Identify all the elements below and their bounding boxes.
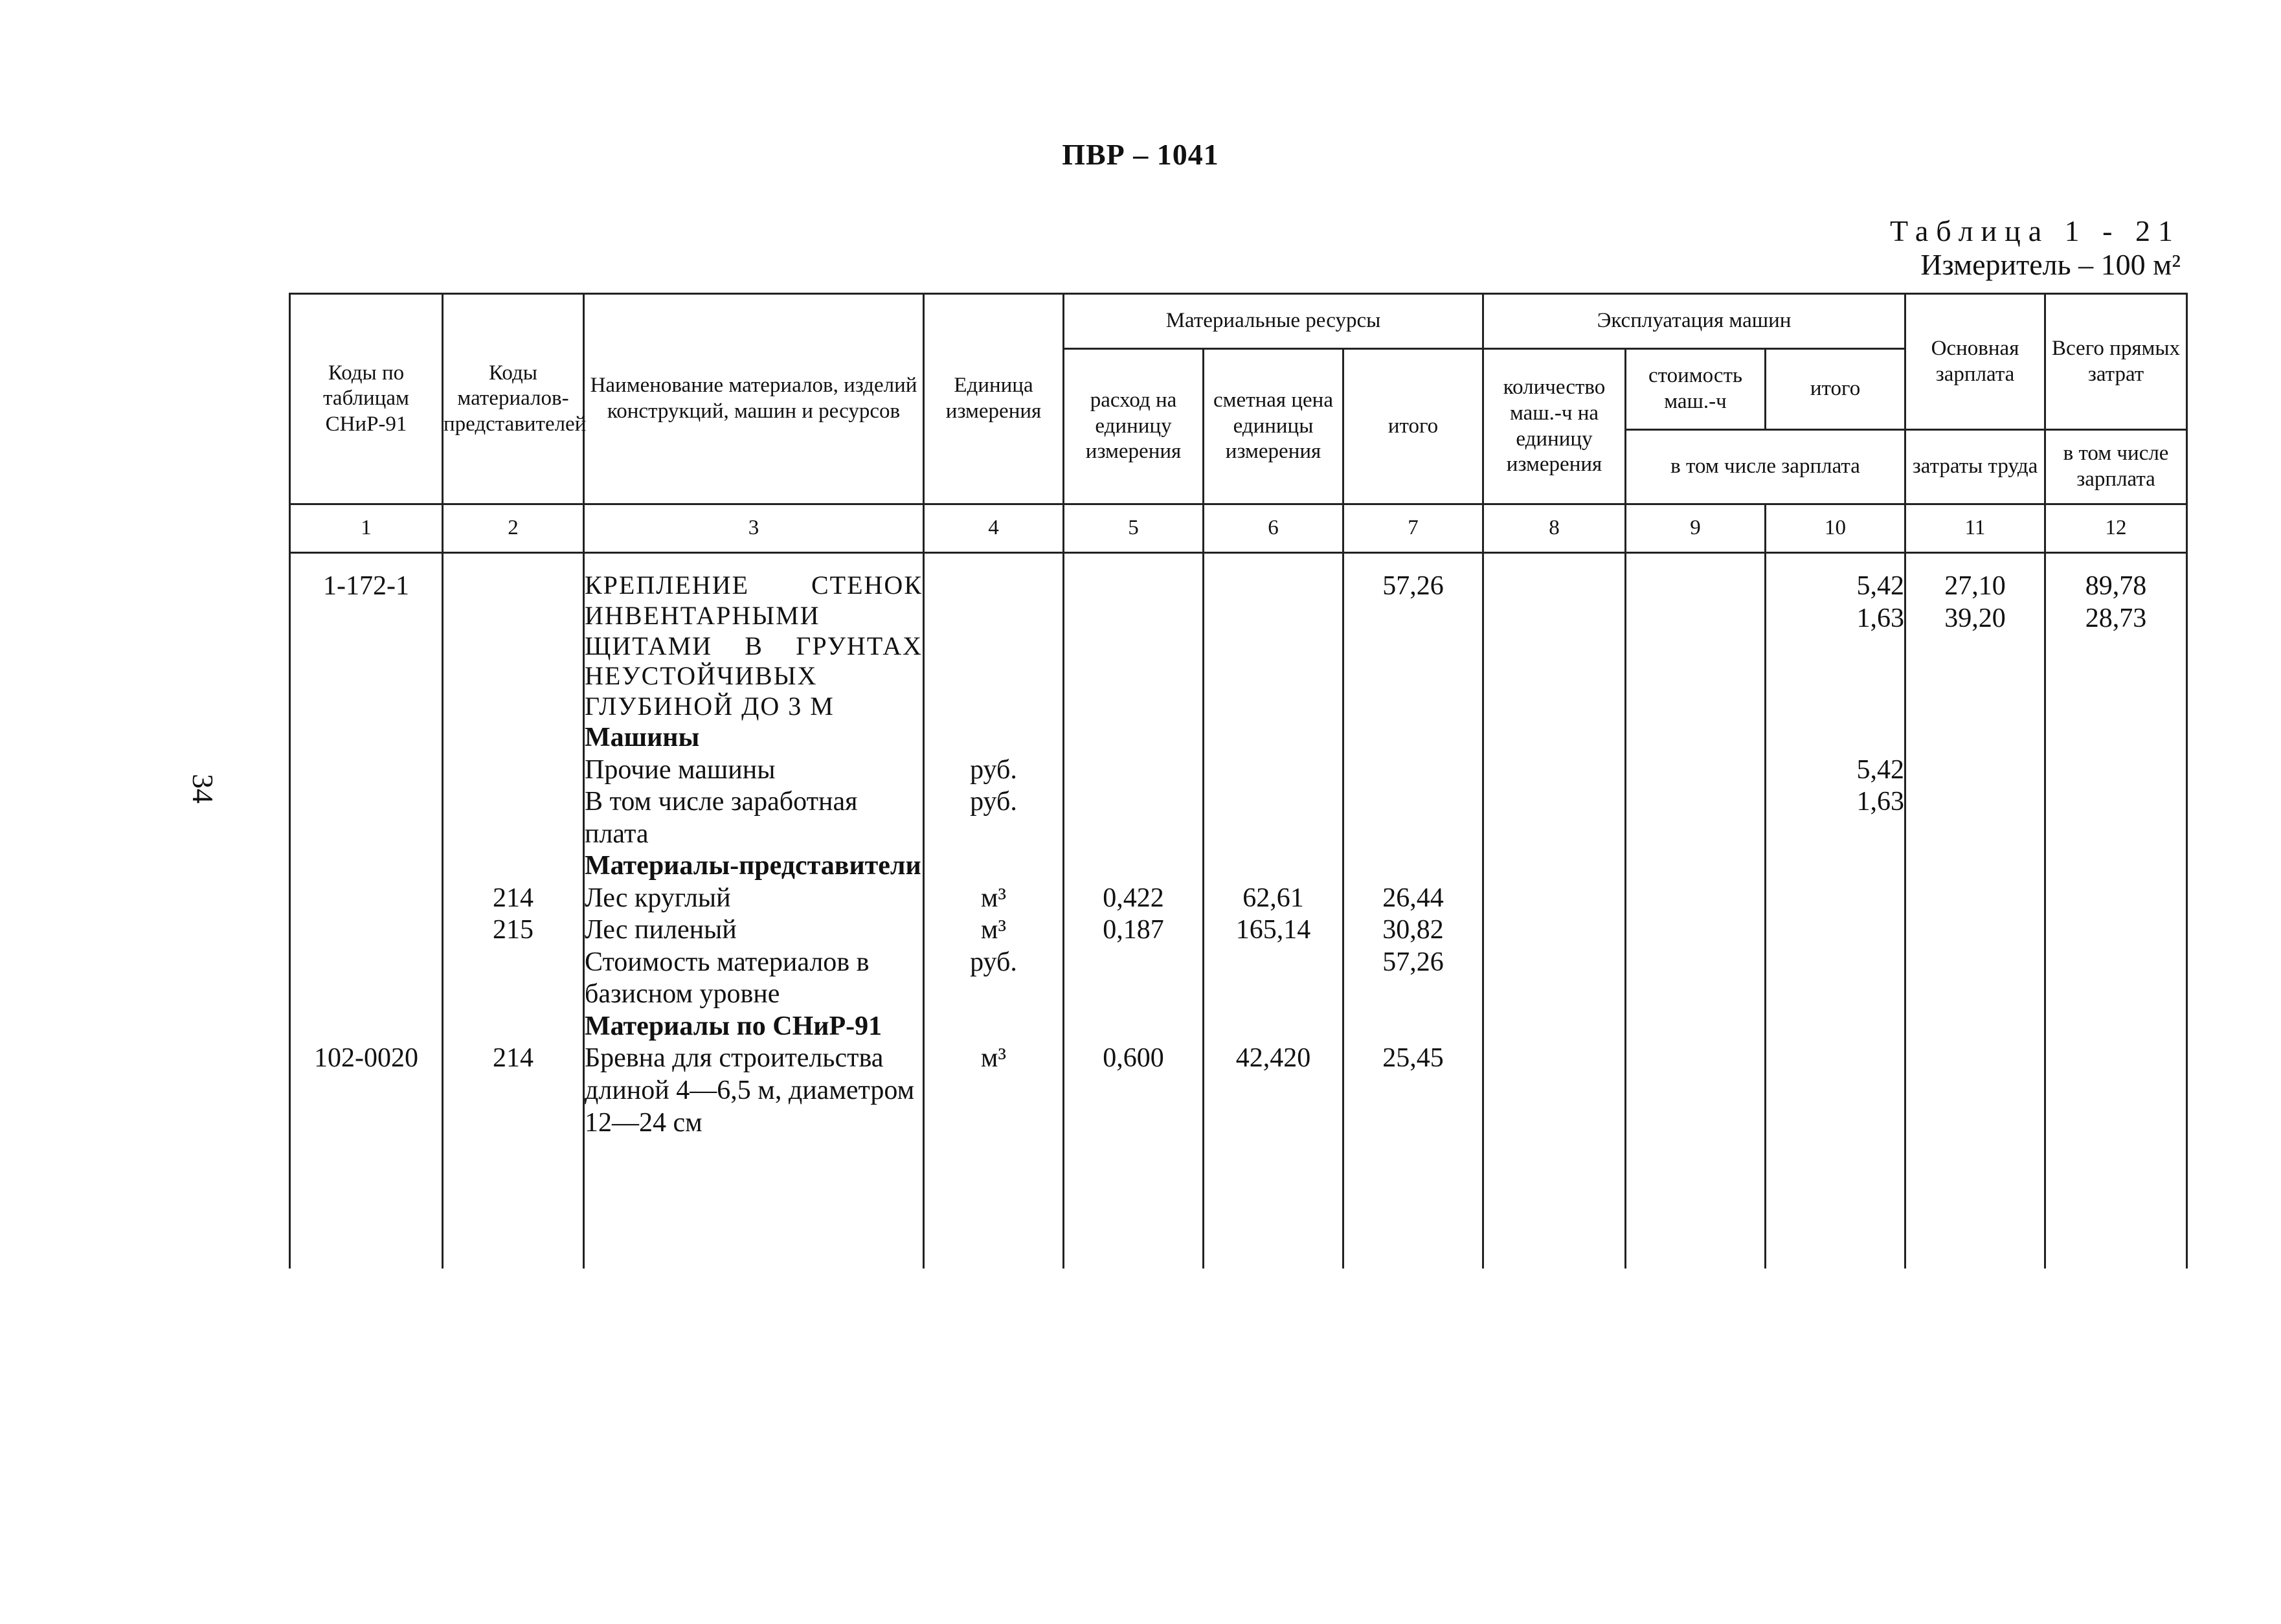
machines-salary: 1,63 [1766, 786, 1905, 850]
table-row [290, 883, 2187, 915]
item-unit: м³ [924, 1043, 1064, 1139]
item-rate: 0,187 [1064, 914, 1204, 947]
table-row [290, 1043, 2187, 1139]
item-name: Лес пиленый [584, 914, 924, 947]
item-rate: 0,600 [1064, 1043, 1204, 1139]
col-header-direct-salary: в том числе зарплата [2045, 430, 2187, 504]
col-header-rate: расход на единицу измерения [1064, 349, 1204, 504]
col-number: 4 [924, 504, 1064, 553]
col-header-codes-rep: Коды материалов-представителей [443, 294, 584, 504]
table-label: Таблица 1 - 21 [1889, 214, 2181, 247]
col-header-machine-cost: стоимость маш.-ч [1626, 349, 1766, 430]
item-price: 42,420 [1204, 1043, 1343, 1139]
item-total: 30,82 [1343, 914, 1483, 947]
col-number: 5 [1064, 504, 1204, 553]
group-header-materials: Материальные ресурсы [1064, 294, 1483, 349]
col-header-machine-hours: количество маш.-ч на единицу измерения [1483, 349, 1626, 504]
table-row-empty [290, 1139, 2187, 1269]
work-name: КРЕПЛЕНИЕ СТЕНОК ИНВЕНТАРНЫМИ ЩИТАМИ В ГРУНТАХ НЕУСТОЙЧИВЫХ ГЛУБИНОЙ ДО 3 М [585, 570, 923, 721]
item-total: 26,44 [1343, 883, 1483, 915]
item-unit: м³ [924, 883, 1064, 915]
document-title: ПВР – 1041 [1062, 138, 1219, 171]
col-number: 12 [2045, 504, 2187, 553]
table-row [290, 947, 2187, 1011]
col-header-materials-total: итого [1343, 349, 1483, 504]
machines-salary: 1,63 [1856, 603, 1905, 633]
direct-salary: 28,73 [2085, 603, 2147, 633]
col-number: 11 [1905, 504, 2045, 553]
item-name: Лес круглый [584, 883, 924, 915]
page-number: 34 [186, 774, 219, 804]
cost-table [289, 293, 2188, 1269]
item-total: 57,26 [1343, 947, 1483, 1011]
item-name: Бревна для строительства длиной 4—6,5 м, диаметром 12—24 см [584, 1043, 924, 1139]
measure-label: Измеритель – 100 м² [1920, 248, 2181, 281]
col-number: 2 [443, 504, 584, 553]
col-header-price: сметная цена единицы измерения [1204, 349, 1343, 504]
section-machines: Машины [584, 722, 924, 754]
item-name: Прочие машины [584, 754, 924, 787]
col-number: 7 [1343, 504, 1483, 553]
code-snir: 102-0020 [290, 1043, 443, 1139]
col-header-direct-total: Всего прямых затрат [2045, 294, 2187, 430]
code-rep: 215 [443, 914, 584, 947]
col-header-base-salary: Основная зарплата [1905, 294, 2045, 430]
item-name: В том числе заработная плата [584, 786, 924, 850]
item-total: 25,45 [1343, 1043, 1483, 1139]
table-row [290, 722, 2187, 754]
code-rep: 214 [443, 883, 584, 915]
col-header-name: Наименование материалов, изделий конструкций, машин и ресурсов [584, 294, 924, 504]
col-number: 1 [290, 504, 443, 553]
item-unit: руб. [924, 754, 1064, 787]
col-number: 10 [1766, 504, 1905, 553]
item-price: 165,14 [1204, 914, 1343, 947]
table-row [290, 1011, 2187, 1043]
base-salary: 27,10 [1944, 571, 2006, 601]
group-header-machines: Эксплуатация машин [1483, 294, 1905, 349]
item-unit: м³ [924, 914, 1064, 947]
code-snir: 1-172-1 [290, 553, 443, 722]
col-number: 8 [1483, 504, 1626, 553]
table-row [290, 850, 2187, 883]
item-price: 62,61 [1204, 883, 1343, 915]
col-header-machines-total: итого [1766, 349, 1905, 430]
table-row [290, 786, 2187, 850]
item-rate: 0,422 [1064, 883, 1204, 915]
table-row [290, 754, 2187, 787]
col-header-machines-salary: в том числе зарплата [1626, 430, 1905, 504]
item-unit: руб. [924, 947, 1064, 1011]
col-number: 3 [584, 504, 924, 553]
item-unit: руб. [924, 786, 1064, 850]
section-representatives: Материалы-представители [584, 850, 924, 883]
table-row [290, 914, 2187, 947]
col-number: 9 [1626, 504, 1766, 553]
materials-total: 57,26 [1343, 553, 1483, 722]
item-name: Стоимость материалов в базисном уровне [584, 947, 924, 1011]
direct-total: 89,78 [2085, 571, 2147, 601]
table-row [290, 553, 2187, 722]
machines-total: 5,42 [1856, 571, 1905, 601]
code-rep: 214 [443, 1043, 584, 1139]
col-header-unit: Единица измерения [924, 294, 1064, 504]
col-header-codes-snir: Коды по таблицам СНиР-91 [290, 294, 443, 504]
col-number: 6 [1204, 504, 1343, 553]
col-header-labor: затраты труда [1905, 430, 2045, 504]
labor-cost: 39,20 [1944, 603, 2006, 633]
machines-total: 5,42 [1766, 754, 1905, 787]
section-snir: Материалы по СНиР-91 [584, 1011, 924, 1043]
